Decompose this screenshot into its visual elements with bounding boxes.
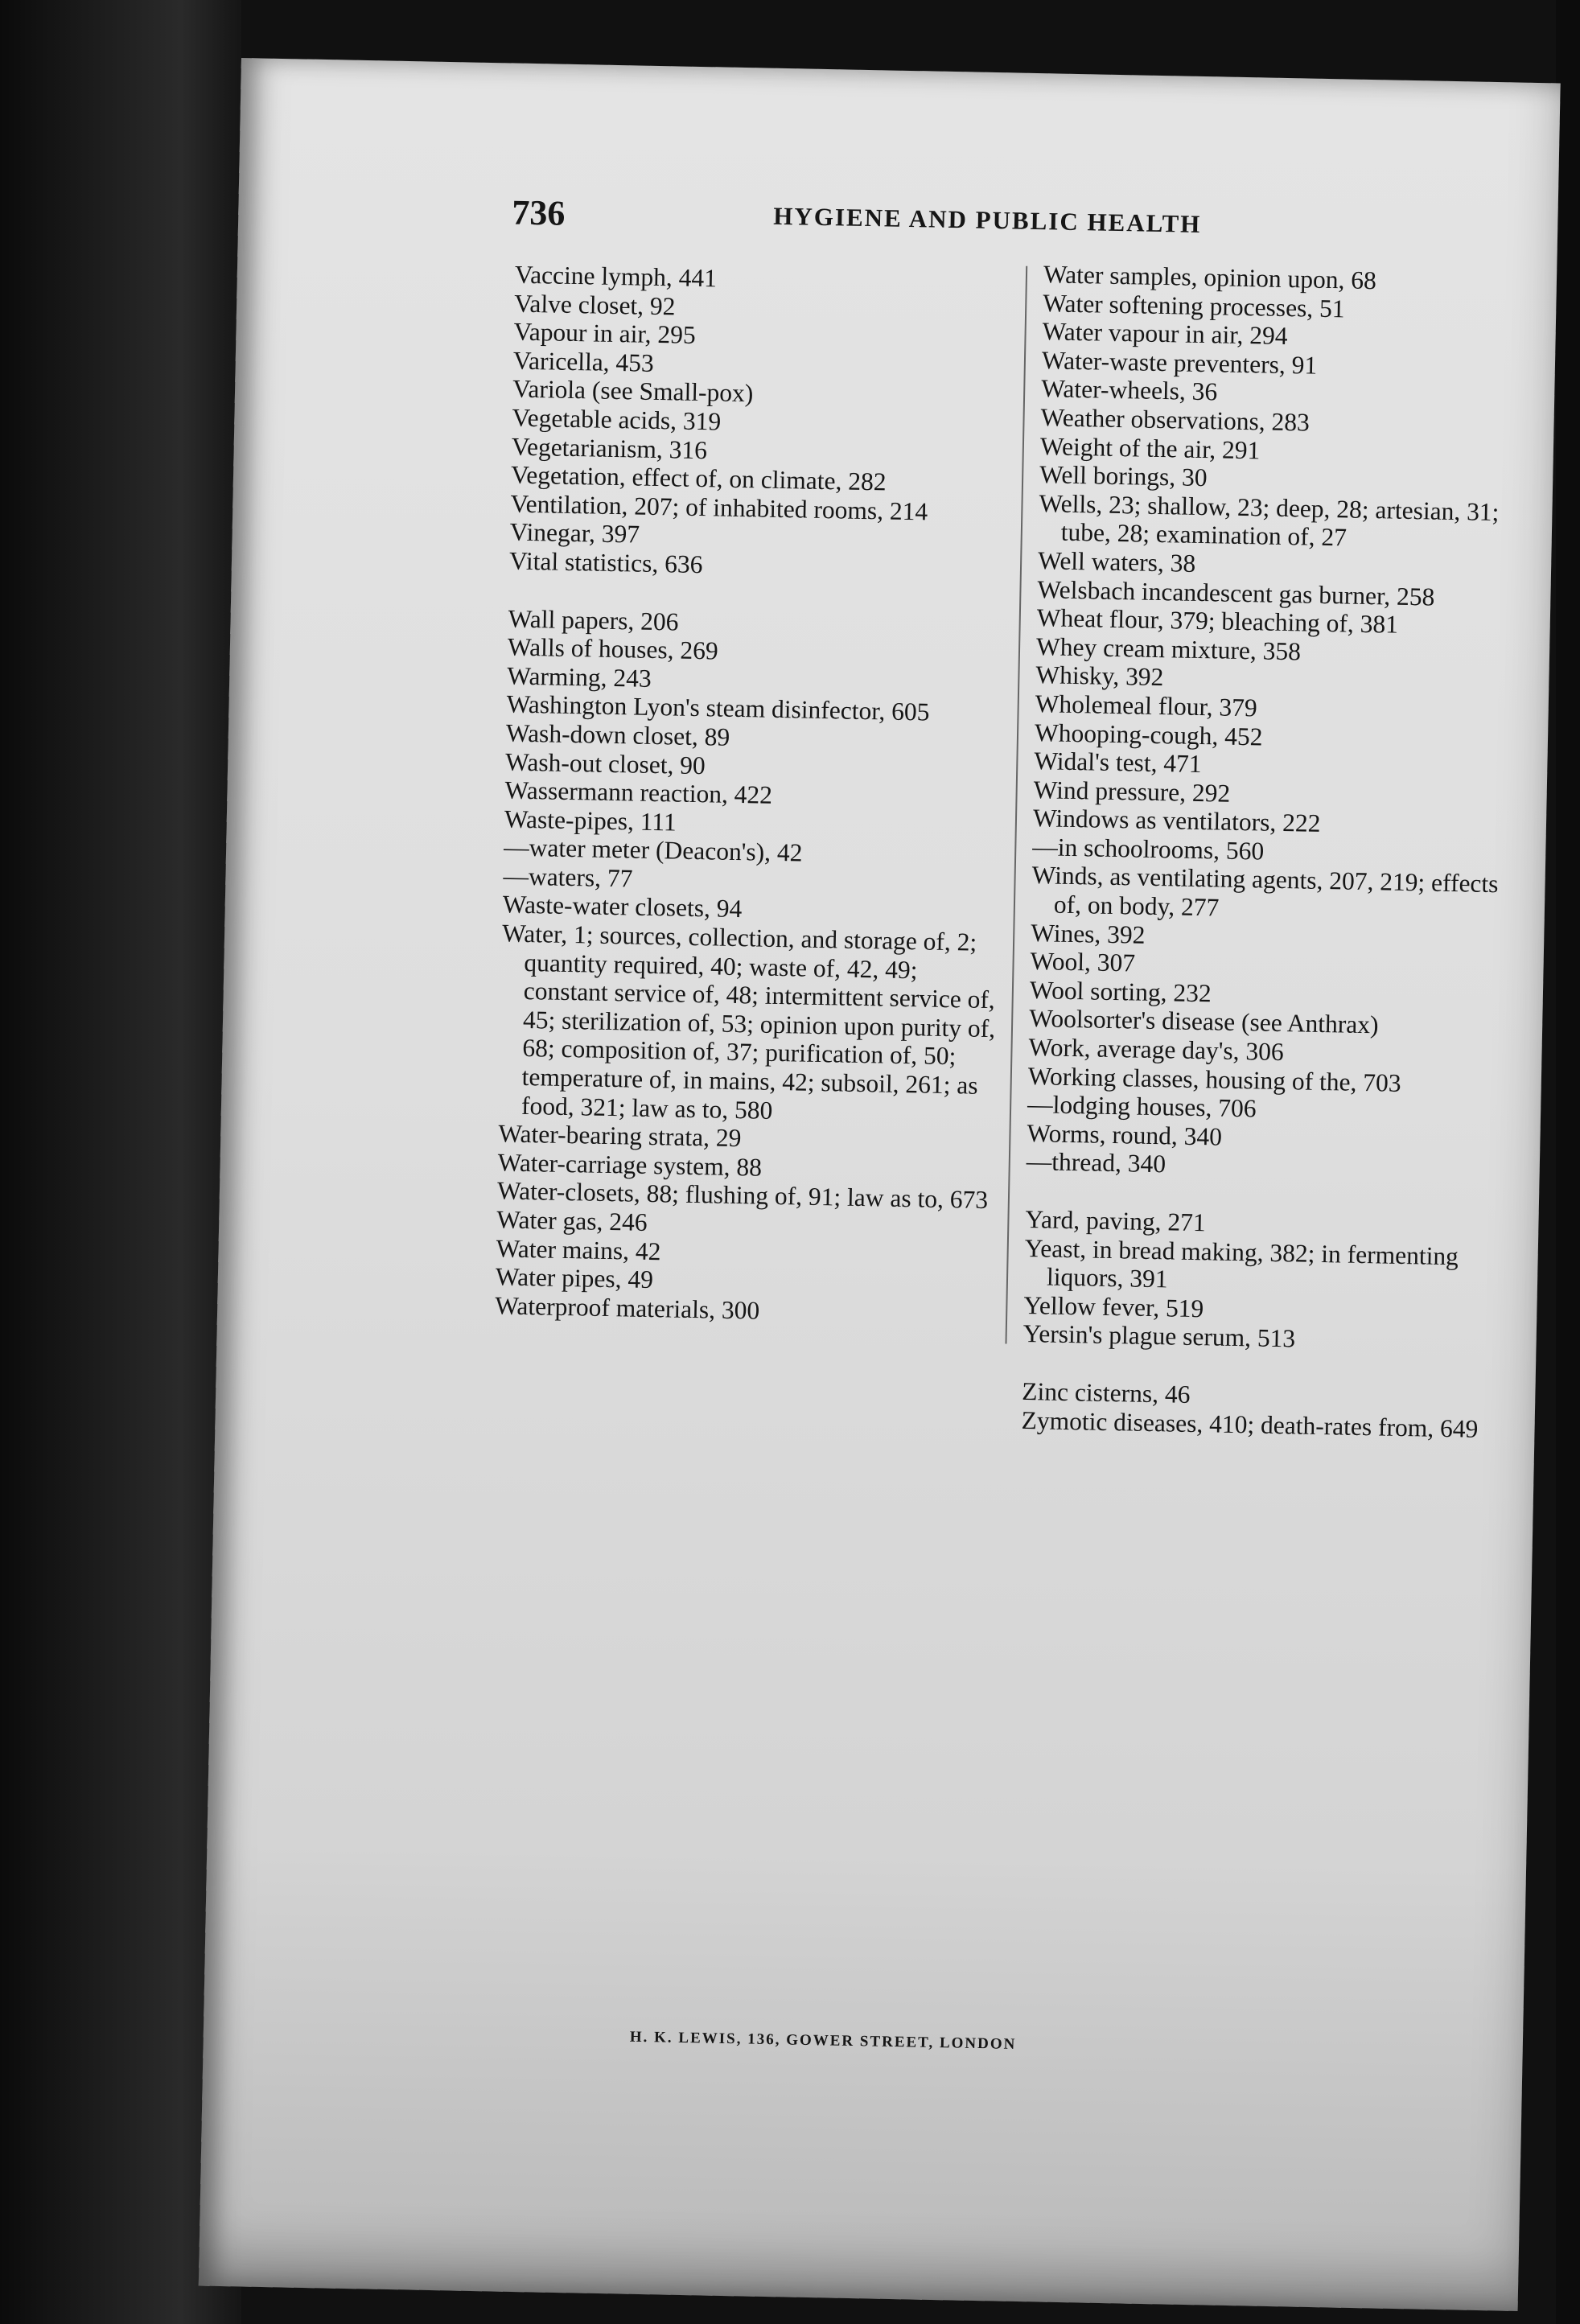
index-entry: Woolsorter's disease (see Anthrax) bbox=[1028, 1004, 1379, 1039]
index-entry: Wholemeal flour, 379 bbox=[1035, 689, 1258, 722]
index-entry: Valve closet, 92 bbox=[513, 289, 676, 321]
index-entry: Vaccine lymph, 441 bbox=[514, 260, 718, 293]
index-entry: Wheat flour, 379; bleaching of, 381 bbox=[1036, 603, 1399, 639]
index-entry: Zinc cisterns, 46 bbox=[1022, 1376, 1191, 1409]
index-entry: Vital statistics, 636 bbox=[508, 546, 703, 579]
index-entry: Weather observations, 283 bbox=[1040, 403, 1310, 437]
index-entry: Working classes, housing of the, 703 bbox=[1027, 1061, 1401, 1097]
index-entry: Washington Lyon's steam disinfector, 605 bbox=[506, 689, 930, 726]
index-entry: Variola (see Small-pox) bbox=[512, 374, 754, 408]
index-entry: Water vapour in air, 294 bbox=[1042, 317, 1288, 351]
index-entry: Windows as ventilators, 222 bbox=[1032, 804, 1321, 838]
page-number: 736 bbox=[511, 192, 566, 233]
index-entry: Yellow fever, 519 bbox=[1023, 1290, 1204, 1323]
index-entry: Walls of houses, 269 bbox=[507, 632, 718, 665]
index-entry: —lodging houses, 706 bbox=[1027, 1090, 1257, 1123]
index-entry: —in schoolrooms, 560 bbox=[1032, 832, 1265, 866]
index-entry: Water-closets, 88; flushing of, 91; law as to, 673 bbox=[496, 1176, 989, 1215]
index-column-right bbox=[1021, 260, 1542, 1444]
index-entry: Wines, 392 bbox=[1030, 918, 1146, 949]
index-entry: Yersin's plague serum, 513 bbox=[1022, 1319, 1296, 1353]
index-entry: Varicella, 453 bbox=[512, 346, 655, 377]
index-entry: Zymotic diseases, 410; death-rates from, 649 bbox=[1021, 1405, 1479, 1443]
index-entry: Welsbach incandescent gas burner, 258 bbox=[1037, 574, 1435, 611]
index-entry: Well borings, 30 bbox=[1039, 460, 1208, 492]
film-border-right bbox=[1556, 0, 1580, 2324]
index-entry: Vinegar, 397 bbox=[509, 517, 640, 549]
index-entry: Water-bearing strata, 29 bbox=[498, 1119, 742, 1153]
book-page bbox=[199, 58, 1561, 2311]
index-entry: Water-waste preventers, 91 bbox=[1041, 345, 1318, 380]
index-entry: Vegetarianism, 316 bbox=[511, 432, 708, 464]
index-entry: Water mains, 42 bbox=[496, 1233, 661, 1265]
index-entry: Vapour in air, 295 bbox=[513, 317, 697, 350]
index-entry: Whisky, 392 bbox=[1035, 660, 1164, 692]
index-entry: Wool, 307 bbox=[1030, 947, 1136, 977]
index-entry: Water samples, opinion upon, 68 bbox=[1043, 260, 1377, 295]
index-entry: Whey cream mixture, 358 bbox=[1035, 631, 1302, 666]
index-entry: Wind pressure, 292 bbox=[1033, 775, 1231, 808]
index-entry: Wash-down closet, 89 bbox=[505, 718, 730, 751]
index-entry: Worms, round, 340 bbox=[1027, 1118, 1223, 1151]
index-entry: —water meter (Deacon's), 42 bbox=[503, 833, 803, 867]
index-entry: Water-wheels, 36 bbox=[1040, 374, 1218, 406]
index-entry: Weight of the air, 291 bbox=[1039, 431, 1261, 464]
index-entry: Vegetation, effect of, on climate, 282 bbox=[510, 460, 887, 496]
index-entry: Water, 1; sources, collection, and storage of, 2; quantity required, 40; waste of, 42, 49; constant service of, 48; intermittent service of, 45; sterilization of, 53; opinion upon purity of, 68; composition of, 37; purification of, 50; temperature of, in mains, 42; subsoil, 261; as food, 321; law as to, 580 bbox=[501, 919, 996, 1125]
index-entry: Work, average day's, 306 bbox=[1028, 1033, 1285, 1067]
index-entry: Warming, 243 bbox=[506, 661, 652, 693]
index-entry: Wall papers, 206 bbox=[508, 604, 679, 636]
index-entry: Well waters, 38 bbox=[1037, 546, 1196, 578]
publisher-imprint: H. K. LEWIS, 136, GOWER STREET, LONDON bbox=[629, 2028, 1017, 2053]
index-entry: Waste-water closets, 94 bbox=[502, 890, 743, 923]
index-entry: Wool sorting, 232 bbox=[1029, 975, 1212, 1008]
index-entry: Water softening processes, 51 bbox=[1043, 288, 1345, 323]
index-entry: Waterproof materials, 300 bbox=[494, 1291, 760, 1325]
index-entry: Yeast, in bread making, 382; in fermenting liquors, 391 bbox=[1024, 1233, 1459, 1294]
index-entry: Vegetable acids, 319 bbox=[512, 403, 722, 436]
index-entry: Whooping-cough, 452 bbox=[1034, 718, 1263, 751]
index-entry: Wassermann reaction, 422 bbox=[504, 775, 773, 809]
index-entry: Wash-out closet, 90 bbox=[504, 747, 706, 779]
index-entry: Water-carriage system, 88 bbox=[497, 1148, 763, 1182]
index-entry: Wells, 23; shallow, 23; deep, 28; artesian, 31; tube, 28; examination of, 27 bbox=[1039, 488, 1500, 552]
index-entry: Water pipes, 49 bbox=[495, 1262, 654, 1294]
index-entry: Waste-pipes, 111 bbox=[504, 804, 677, 837]
index-entry: Water gas, 246 bbox=[496, 1205, 648, 1236]
index-entry: —thread, 340 bbox=[1026, 1147, 1166, 1178]
running-head: HYGIENE AND PUBLIC HEALTH bbox=[773, 201, 1202, 238]
index-column-left bbox=[495, 261, 1014, 1330]
index-entry: Widal's test, 471 bbox=[1034, 747, 1202, 779]
index-entry: Winds, as ventilating agents, 207, 219; effects of, on body, 277 bbox=[1031, 861, 1499, 922]
index-entry: Ventilation, 207; of inhabited rooms, 214 bbox=[510, 489, 928, 526]
index-entry: Yard, paving, 271 bbox=[1025, 1204, 1207, 1237]
index-entry: —waters, 77 bbox=[503, 862, 633, 893]
